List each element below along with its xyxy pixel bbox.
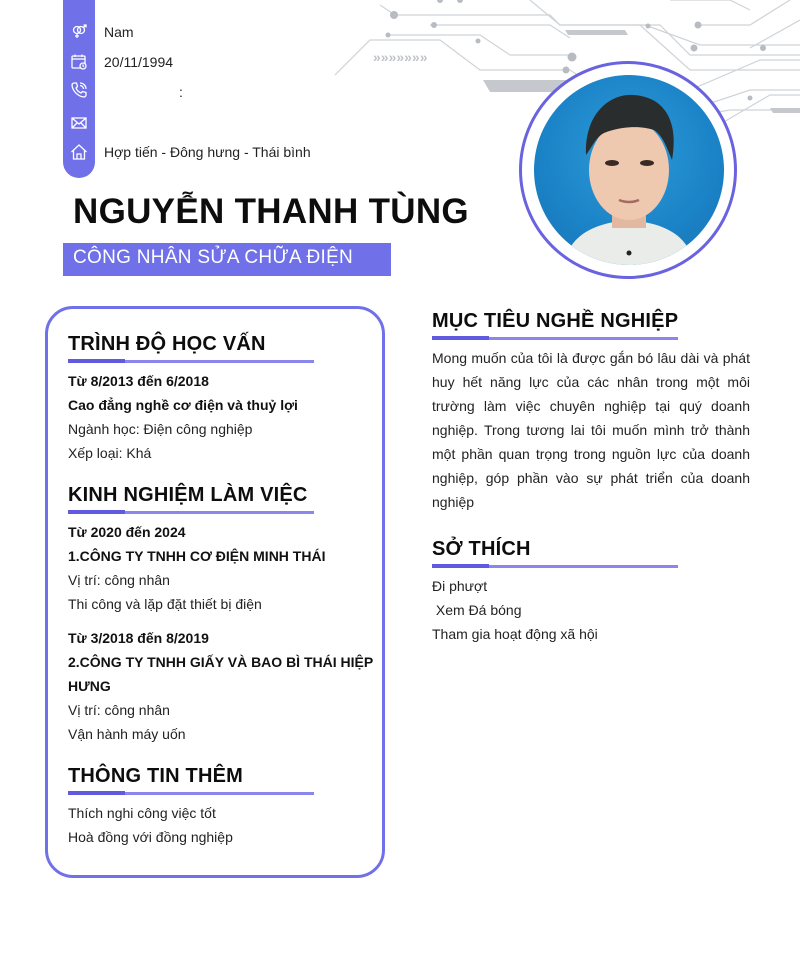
contact-icon-strip bbox=[63, 0, 95, 178]
svg-text:»»»»»»»: »»»»»»» bbox=[373, 49, 428, 65]
job-2-company-cont: HƯNG bbox=[68, 678, 111, 694]
home-icon bbox=[70, 143, 88, 161]
job-title: CÔNG NHÂN SỬA CHỮA ĐIỆN bbox=[73, 247, 354, 268]
education-major: Ngành học: Điện công nghiệp bbox=[68, 421, 253, 437]
hobby-item: Tham gia hoạt động xã hội bbox=[432, 626, 598, 642]
phone-icon bbox=[70, 81, 88, 99]
avatar-photo bbox=[534, 75, 724, 265]
hobbies-underline bbox=[432, 565, 678, 568]
job-2-company: 2.CÔNG TY TNHH GIẤY VÀ BAO BÌ THÁI HIỆP bbox=[68, 654, 374, 670]
career-objective-underline bbox=[432, 337, 678, 340]
career-objective-title: MỤC TIÊU NGHỀ NGHIỆP bbox=[432, 310, 679, 332]
education-title: TRÌNH ĐỘ HỌC VẤN bbox=[68, 333, 266, 355]
job-1-company: 1.CÔNG TY TNHH CƠ ĐIỆN MINH THÁI bbox=[68, 548, 326, 564]
hobby-item: Đi phượt bbox=[432, 578, 488, 594]
avatar-frame bbox=[519, 61, 737, 279]
experience-underline bbox=[68, 511, 314, 514]
address-value: Hợp tiến - Đông hưng - Thái bình bbox=[104, 144, 311, 160]
education-underline bbox=[68, 360, 314, 363]
calendar-icon bbox=[70, 53, 88, 71]
birth-date-value: 20/11/1994 bbox=[104, 54, 174, 70]
education-grade: Xếp loại: Khá bbox=[68, 445, 152, 461]
hobbies-title: SỞ THÍCH bbox=[432, 538, 531, 560]
phone-value: : bbox=[179, 84, 183, 100]
gender-value: Nam bbox=[104, 24, 134, 40]
education-school: Cao đẳng nghề cơ điện và thuỷ lợi bbox=[68, 397, 298, 413]
gender-icon bbox=[70, 22, 88, 40]
additional-info-underline bbox=[68, 792, 314, 795]
job-1-description: Thi công và lặp đặt thiết bị điện bbox=[68, 596, 262, 612]
avatar bbox=[534, 75, 724, 265]
candidate-name: NGUYỄN THANH TÙNG bbox=[73, 192, 469, 231]
hobby-item: Xem Đá bóng bbox=[432, 602, 522, 618]
additional-info-title: THÔNG TIN THÊM bbox=[68, 765, 244, 787]
job-1-period: Từ 2020 đến 2024 bbox=[68, 524, 186, 540]
job-2-description: Vận hành máy uốn bbox=[68, 726, 186, 742]
career-objective-text: Mong muốn của tôi là được gắn bó lâu dài và phát huy hết năng lực của các nhân trong một môi trường làm việc chuyên nghiệp tại quý doanh nghiệp. Trong tương lai tôi muốn mình trở thành một phần quan trọng trong nguồn lực của doanh nghiệp, góp phần vào sự phát triển của doanh nghiệp bbox=[432, 350, 750, 510]
job-2-period: Từ 3/2018 đến 8/2019 bbox=[68, 630, 209, 646]
job-2-position: Vị trí: công nhân bbox=[68, 702, 170, 718]
additional-info-item: Thích nghi công việc tốt bbox=[68, 805, 216, 821]
mail-icon bbox=[70, 114, 88, 132]
job-1-position: Vị trí: công nhân bbox=[68, 572, 170, 588]
job-title-banner bbox=[63, 243, 391, 276]
additional-info-item: Hoà đồng với đồng nghiệp bbox=[68, 829, 233, 845]
experience-title: KINH NGHIỆM LÀM VIỆC bbox=[68, 484, 308, 506]
education-period: Từ 8/2013 đến 6/2018 bbox=[68, 373, 209, 389]
